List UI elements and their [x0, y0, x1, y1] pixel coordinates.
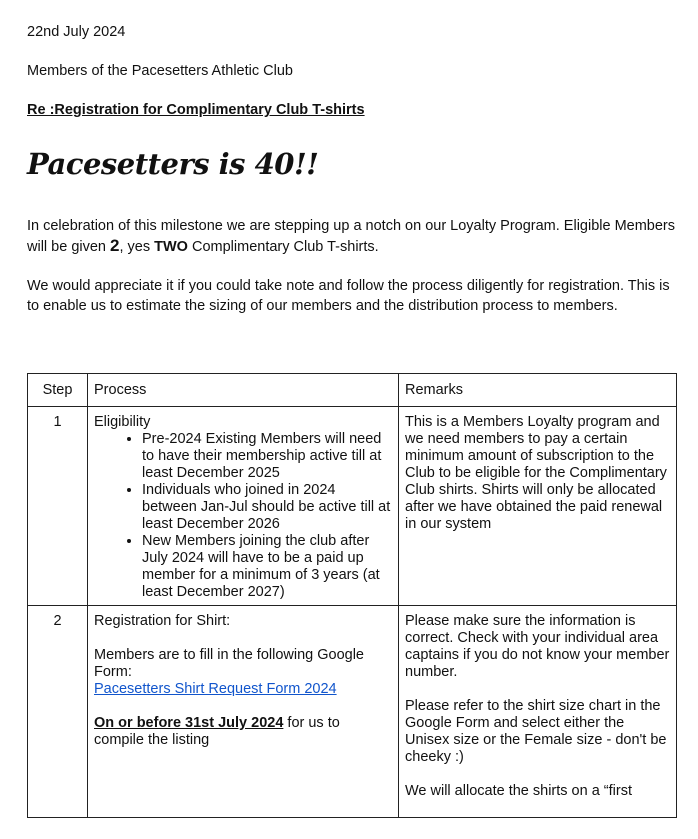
intro-number: 2 — [110, 236, 120, 255]
headline: Pacesetters is 40!! — [27, 147, 319, 181]
header-remarks: Remarks — [399, 374, 677, 407]
intro-text-c: Complimentary Club T-shirts. — [187, 239, 379, 255]
form-instruction: Members are to fill in the following Google Form: — [94, 647, 364, 680]
table-header-row — [28, 374, 677, 407]
table-row — [28, 606, 677, 818]
header-step: Step — [28, 374, 88, 407]
intro-text-a: In celebration of this milestone we are stepping up a notch on our Loyalty Program. Eligible Members will be given — [27, 218, 676, 255]
remarks-paragraph: We will allocate the shirts on a “first — [405, 783, 632, 799]
remarks-paragraph: Please refer to the shirt size chart in the Google Form and select either the Unisex size or the Female size - don't be cheeky :) — [405, 698, 667, 765]
subject-line: Re :Registration for Complimentary Club T-shirts — [27, 102, 365, 118]
process-title: Eligibility — [94, 414, 151, 430]
list-item: • New Members joining the club after July 2024 will have to be a paid up member for a minimum of 3 years (at least December 2027) — [142, 533, 392, 601]
step-cell: 1 — [28, 407, 88, 606]
table-row — [28, 407, 677, 606]
deadline-date: On or before 31st July 2024 — [94, 715, 284, 731]
list-item: • Individuals who joined in 2024 between Jan-Jul should be active till at least December 2026 — [142, 482, 392, 533]
remarks-paragraph: Please make sure the information is correct. Check with your individual area captains if you do not know your member number. — [405, 613, 670, 680]
intro-paragraph — [27, 216, 677, 257]
intro-text-b: , yes — [119, 239, 155, 255]
intro-two: TWO — [154, 239, 188, 255]
process-cell — [88, 606, 399, 818]
step-cell: 2 — [28, 606, 88, 818]
remarks-cell: This is a Members Loyalty program and we need members to pay a certain minimum amount of subscription to the Club to be eligible for the Complimentary Club shirts. Shirts will only be allocated after we have obtained the paid renewal in our system — [399, 407, 677, 606]
process-title: Registration for Shirt: — [94, 613, 231, 629]
letter-date: 22nd July 2024 — [27, 24, 126, 40]
process-paragraph: We would appreciate it if you could take note and follow the process diligently for registration. This is to enable us to estimate the sizing of our members and the distribution process to members. — [27, 278, 670, 314]
eligibility-list — [94, 431, 392, 601]
list-item: • Pre-2024 Existing Members will need to have their membership active till at least December 2025 — [142, 431, 392, 482]
remarks-cell — [399, 606, 677, 818]
registration-table — [27, 373, 677, 818]
header-process: Process — [88, 374, 399, 407]
google-form-link[interactable]: Pacesetters Shirt Request Form 2024 — [94, 681, 337, 697]
deadline-rest: for us to compile the listing — [94, 715, 340, 748]
recipient-line: Members of the Pacesetters Athletic Club — [27, 63, 293, 79]
process-cell — [88, 407, 399, 606]
deadline-text — [94, 715, 392, 749]
